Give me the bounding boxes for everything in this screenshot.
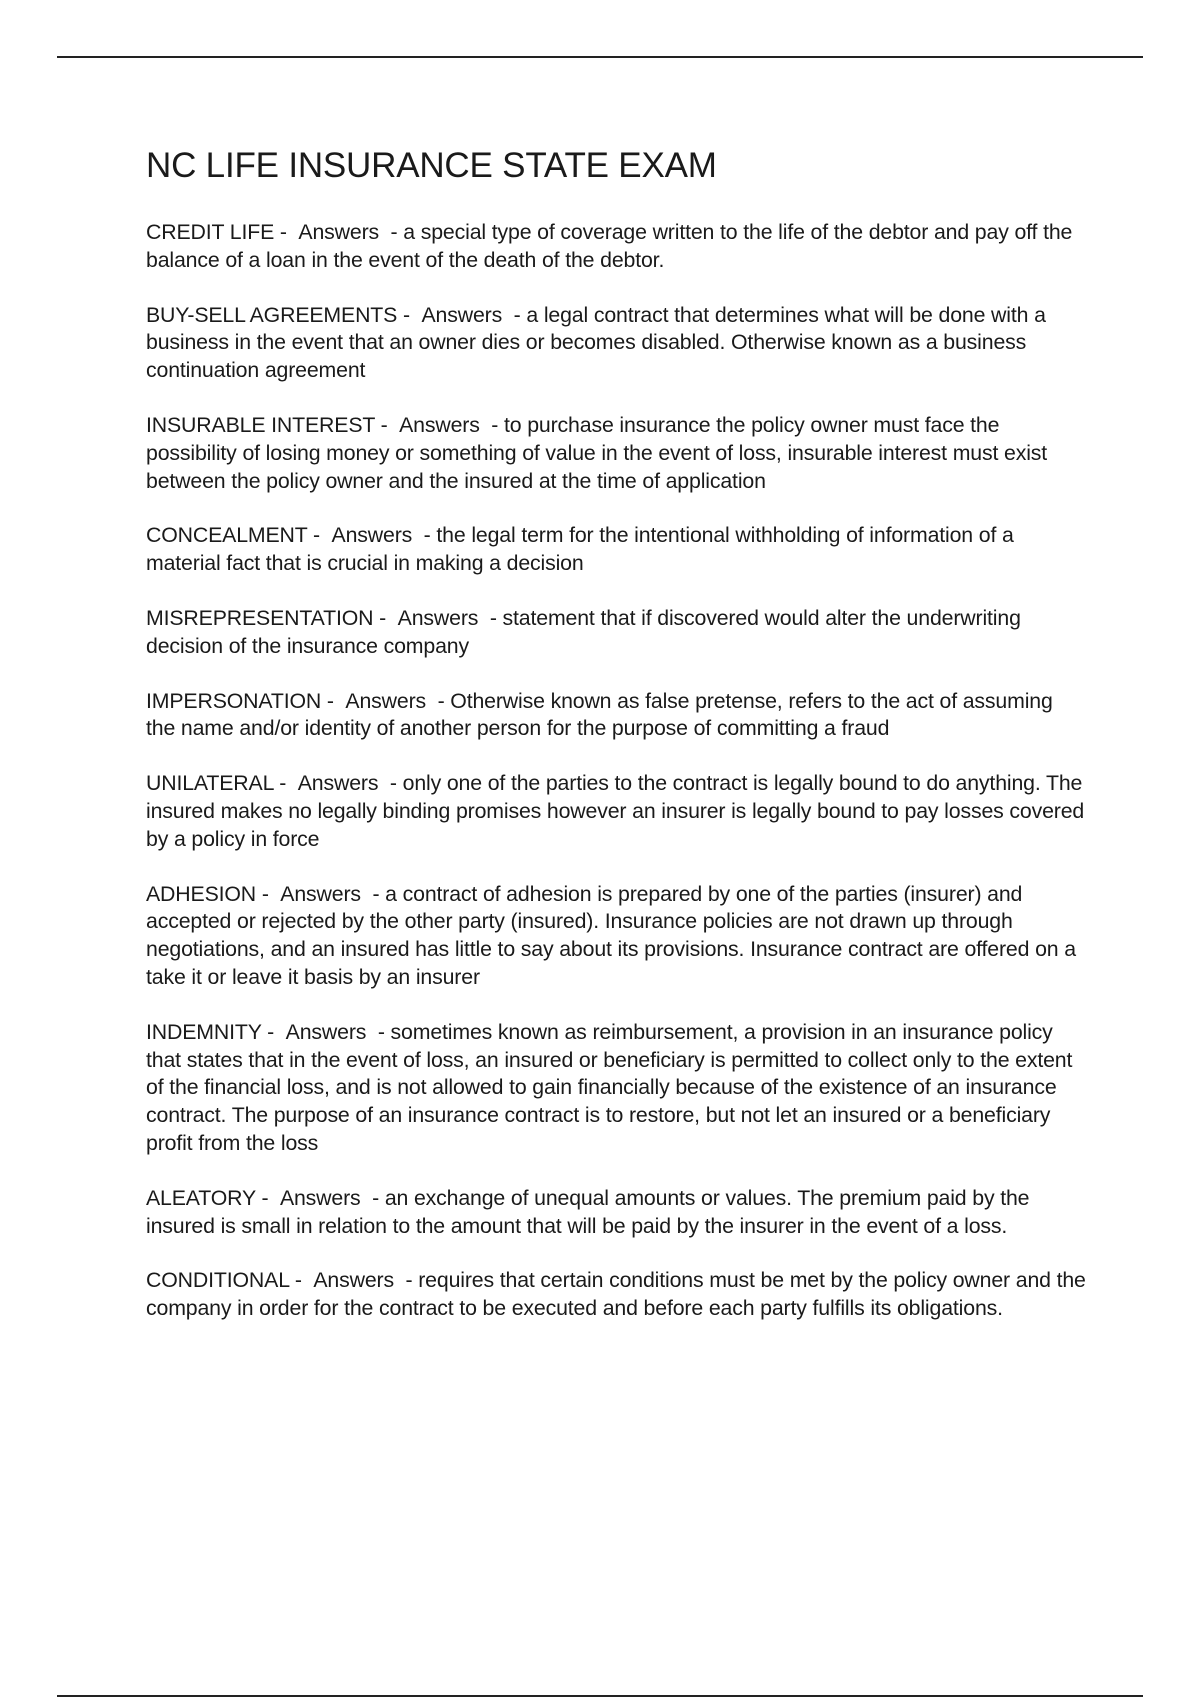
page-title: NC LIFE INSURANCE STATE EXAM — [146, 146, 717, 185]
answers-label: Answers — [421, 302, 503, 327]
entry-term: IMPERSONATION — [146, 688, 322, 713]
entry-definition: a contract of adhesion is prepared by one of the parties (insurer) and accepted or rejected by the other party (insured). Insurance policies are not drawn up through negotiations, and an insured has little to say about its provisions. Insurance contract are offered on a take it or leave it basis by an insurer — [146, 881, 1076, 989]
entry-term: CONCEALMENT — [146, 523, 308, 548]
answers-label: Answers — [399, 412, 480, 437]
entry-definition: requires that certain conditions must be met by the policy owner and the company in order for the contract to be executed and before each party fulfills its obligations. — [146, 1268, 1086, 1321]
entry-definition: Otherwise known as false pretense, refers to the act of assuming the name and/or identity of another person for the purpose of committing a fraud — [146, 688, 1053, 741]
entry-indemnity: INDEMNITY - Answers - sometimes known as reimbursement, a provision in an insurance policy that states that in the event of loss, an insured or beneficiary is permitted to collect only to the extent of the financial loss, and is not allowed to gain financially because of the existence of an insurance contract. The purpose of an insurance contract is to restore, but not let an insured or a beneficiary profit from the loss — [146, 1019, 1073, 1155]
answers-label: Answers — [331, 523, 413, 548]
entry-unilateral: UNILATERAL - Answers - only one of the parties to the contract is legally bound to do anything. The insured makes no legally binding promises however an insurer is legally bound to pay losses covered by a policy in force — [146, 771, 1085, 851]
entry-definition: the legal term for the intentional withholding of information of a material fact that is crucial in making a decision — [146, 523, 1014, 576]
entry-definition: a legal contract that determines what will be done with a business in the event that an owner dies or becomes disabled. Otherwise known as a business continuation agreement — [146, 302, 1046, 383]
entry-concealment: CONCEALMENT - Answers - the legal term for the intentional withholding of information of a material fact that is crucial in making a decision — [146, 523, 1014, 576]
answers-label: Answers — [280, 881, 361, 906]
entry-term: BUY-SELL AGREEMENTS — [146, 302, 398, 327]
entry-definition: a special type of coverage written to the life of the debtor and pay off the balance of a loan in the event of the death of the debtor. — [146, 220, 1073, 272]
entry-term: UNILATERAL — [146, 771, 274, 796]
answers-label: Answers — [298, 220, 380, 244]
answers-label: Answers — [397, 605, 479, 630]
entry-definition: statement that if discovered would alter the underwriting decision of the insurance company — [146, 605, 1021, 658]
entry-conditional: CONDITIONAL - Answers - requires that certain conditions must be met by the policy owner and the company in order for the contract to be executed and before each party fulfills its obligations. — [146, 1268, 1086, 1321]
entry-buy-sell-agreements: BUY-SELL AGREEMENTS - Answers - a legal contract that determines what will be done with a business in the event that an owner dies or becomes disabled. Otherwise known as a business continuation agreement — [146, 302, 1046, 383]
entry-term: ALEATORY — [146, 1185, 256, 1210]
entry-definition: an exchange of unequal amounts or values. The premium paid by the insured is small in relation to the amount that will be paid by the insurer in the event of a loss. — [146, 1185, 1030, 1238]
answers-label: Answers — [279, 1185, 361, 1210]
answers-label: Answers — [313, 1268, 394, 1293]
entry-credit-life: CREDIT LIFE - Answers - a special type of coverage written to the life of the debtor and pay off the balance of a loan in the event of the death of the debtor. — [146, 220, 1073, 272]
document-body — [146, 142, 1086, 1350]
entry-term: CREDIT LIFE — [146, 220, 275, 244]
entry-insurable-interest: INSURABLE INTEREST - Answers - to purchase insurance the policy owner must face the possibility of losing money or something of value in the event of loss, insurable interest must exist between the policy owner and the insured at the time of application — [146, 412, 1048, 493]
footer-rule — [57, 1695, 1143, 1697]
entry-definition: to purchase insurance the policy owner must face the possibility of losing money or something of value in the event of loss, insurable interest must exist between the policy owner and the insured at the time of application — [146, 412, 1048, 493]
entry-term: CONDITIONAL — [146, 1268, 290, 1293]
entry-term: INSURABLE INTEREST — [146, 412, 375, 437]
entry-term: INDEMNITY — [146, 1019, 262, 1044]
entry-term: ADHESION — [146, 881, 257, 906]
entry-adhesion: ADHESION - Answers - a contract of adhesion is prepared by one of the parties (insurer) and accepted or rejected by the other party (insured). Insurance policies are not drawn up through negotiations, and an insured has little to say about its provisions. Insurance contract are offered on a take it or leave it basis by an insurer — [146, 881, 1076, 989]
answers-label: Answers — [345, 688, 427, 713]
entry-term: MISREPRESENTATION — [146, 605, 374, 630]
answers-label: Answers — [285, 1019, 367, 1044]
entry-definition: only one of the parties to the contract is legally bound to do anything. The insured makes no legally binding promises however an insurer is legally bound to pay losses covered by a policy in force — [146, 771, 1085, 851]
entry-misrepresentation: MISREPRESENTATION - Answers - statement that if discovered would alter the underwriting decision of the insurance company — [146, 605, 1021, 658]
entry-aleatory: ALEATORY - Answers - an exchange of unequal amounts or values. The premium paid by the insured is small in relation to the amount that will be paid by the insurer in the event of a loss. — [146, 1185, 1030, 1238]
entry-impersonation: IMPERSONATION - Answers - Otherwise known as false pretense, refers to the act of assuming the name and/or identity of another person for the purpose of committing a fraud — [146, 688, 1053, 741]
header-rule — [57, 56, 1143, 58]
entry-definition: sometimes known as reimbursement, a provision in an insurance policy that states that in the event of loss, an insured or beneficiary is permitted to collect only to the extent of the financial loss, and is not allowed to gain financially because of the existence of an insurance contract. The purpose of an insurance contract is to restore, but not let an insured or a beneficiary profit from the loss — [146, 1019, 1073, 1155]
answers-label: Answers — [297, 771, 379, 796]
